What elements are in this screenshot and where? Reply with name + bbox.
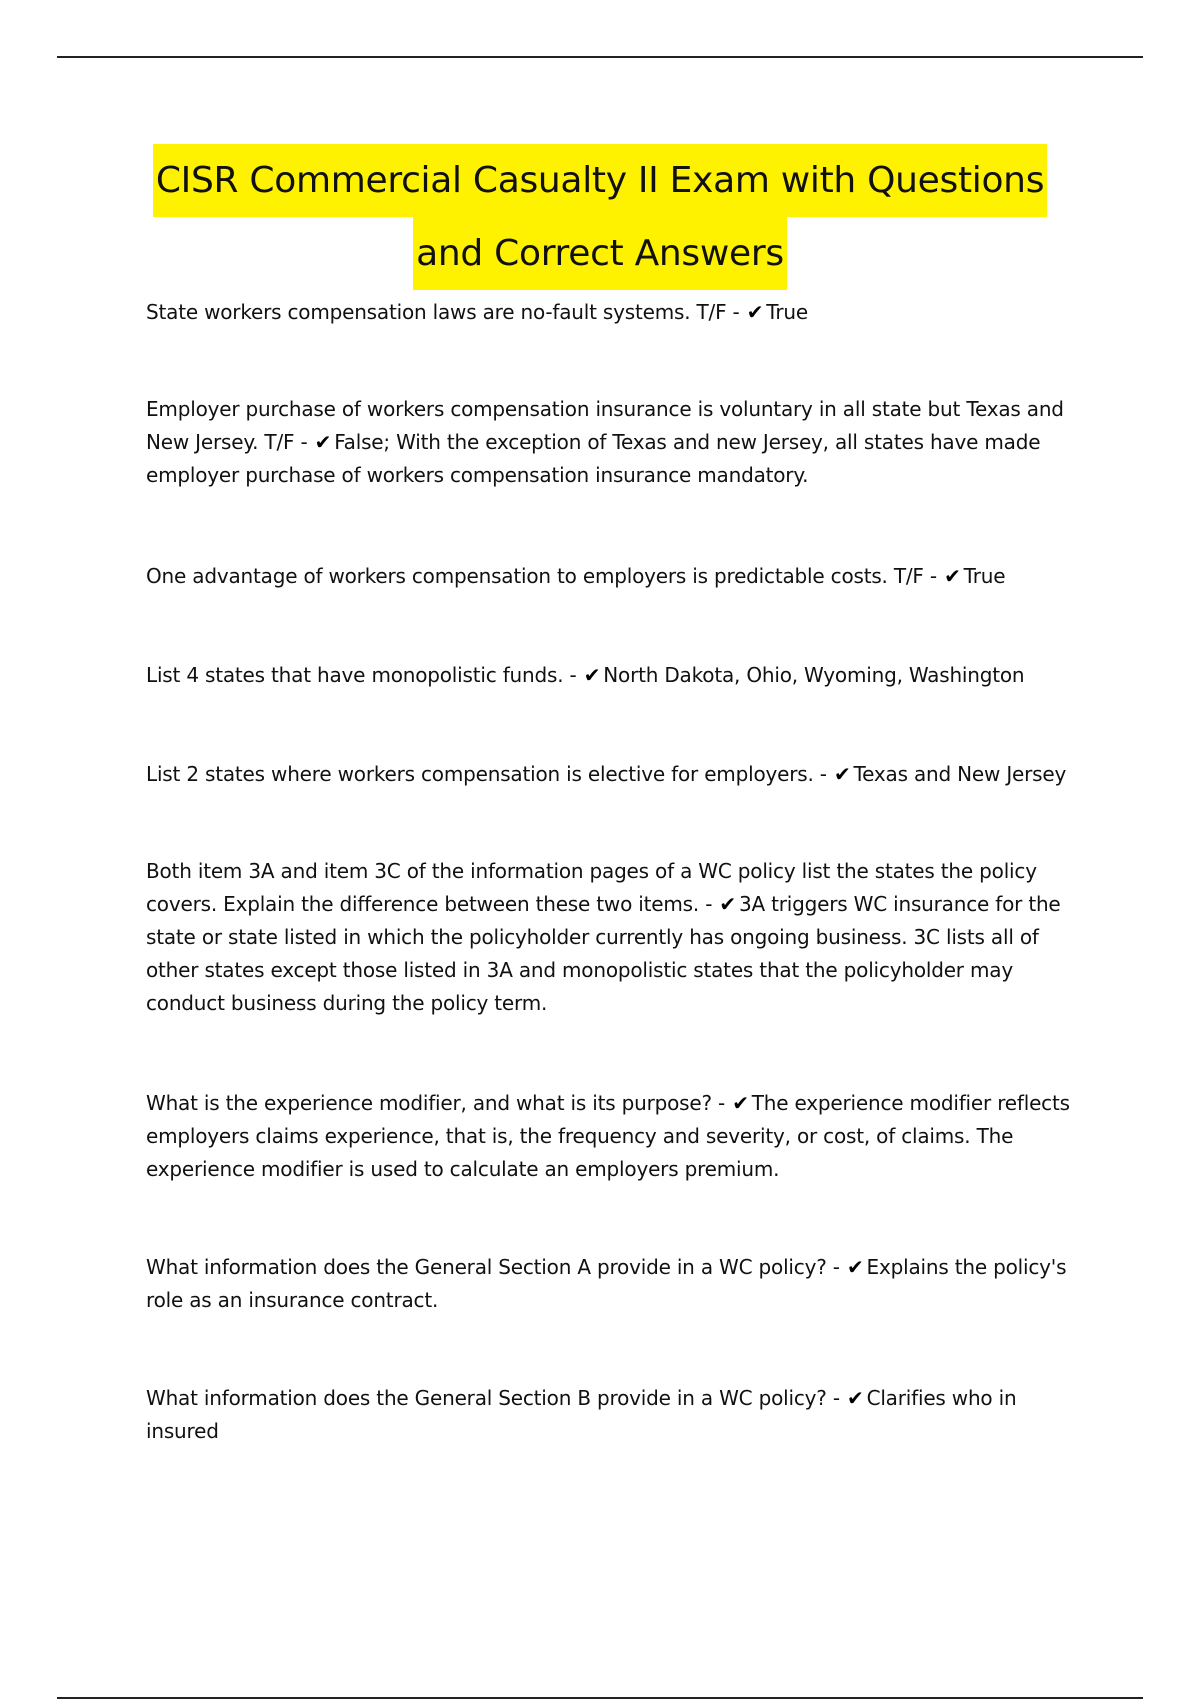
title-line-2: and Correct Answers [413,217,787,290]
question-text: What information does the General Section B provide in a WC policy? - [146,1386,846,1410]
answer-text: North Dakota, Ohio, Wyoming, Washington [603,663,1025,687]
question-text: One advantage of workers compensation to employers is predictable costs. T/F - [146,564,944,588]
check-mark-icon: ✔ [746,300,764,324]
qa-item-5 [146,758,1091,791]
qa-item-3 [146,560,1091,593]
check-mark-icon: ✔ [732,1091,749,1115]
question-text: List 4 states that have monopolistic funds. - [146,663,583,687]
question-text: List 2 states where workers compensation is elective for employers. - [146,762,833,786]
check-mark-icon: ✔ [846,1255,864,1279]
check-mark-icon: ✔ [314,430,332,454]
qa-item-7 [146,1087,1091,1186]
check-mark-icon: ✔ [833,762,851,786]
qa-item-6 [146,855,1091,1020]
answer-text: True [963,564,1006,588]
answer-text: Texas and New Jersey [853,762,1067,786]
question-text: Employer purchase of workers compensation insurance is voluntary in all state but Texas and New Jersey. T/F - [146,397,1064,454]
answer-text: True [766,300,808,324]
title-line-1: CISR Commercial Casualty II Exam with Questions [153,144,1047,217]
qa-item-8 [146,1251,1091,1317]
bottom-divider [57,1697,1143,1699]
question-text: What is the experience modifier, and what is its purpose? - [146,1091,732,1115]
question-text: What information does the General Section A provide in a WC policy? - [146,1255,846,1279]
question-text: State workers compensation laws are no-fault systems. T/F - [146,300,746,324]
check-mark-icon: ✔ [847,1386,864,1410]
answer-text: 3A triggers WC insurance for the state or state listed in which the policyholder currently has ongoing business. 3C lists all of other states except those listed in 3A and monopolistic states that the policyholder may conduct business during the policy term. [146,892,1061,1015]
question-text: Both item 3A and item 3C of the information pages of a WC policy list the states the policy covers. Explain the difference between these two items. - [146,859,1037,916]
answer-text: Explains the policy's role as an insurance contract. [146,1255,1067,1312]
top-divider [57,56,1143,58]
qa-item-1 [146,296,1091,329]
answer-text: The experience modifier reflects employers claims experience, that is, the frequency and severity, or cost, of claims. The experience modifier is used to calculate an employers premium. [146,1091,1070,1181]
document-title [0,144,1200,290]
check-mark-icon: ✔ [583,663,601,687]
check-mark-icon: ✔ [719,892,736,916]
qa-item-2 [146,393,1091,492]
answer-text: False; With the exception of Texas and new Jersey, all states have made employer purchase of workers compensation insurance mandatory. [146,430,1041,487]
qa-item-4 [146,659,1091,692]
qa-item-9 [146,1382,1091,1448]
check-mark-icon: ✔ [944,564,961,588]
answer-text: Clarifies who in insured [146,1386,1017,1443]
